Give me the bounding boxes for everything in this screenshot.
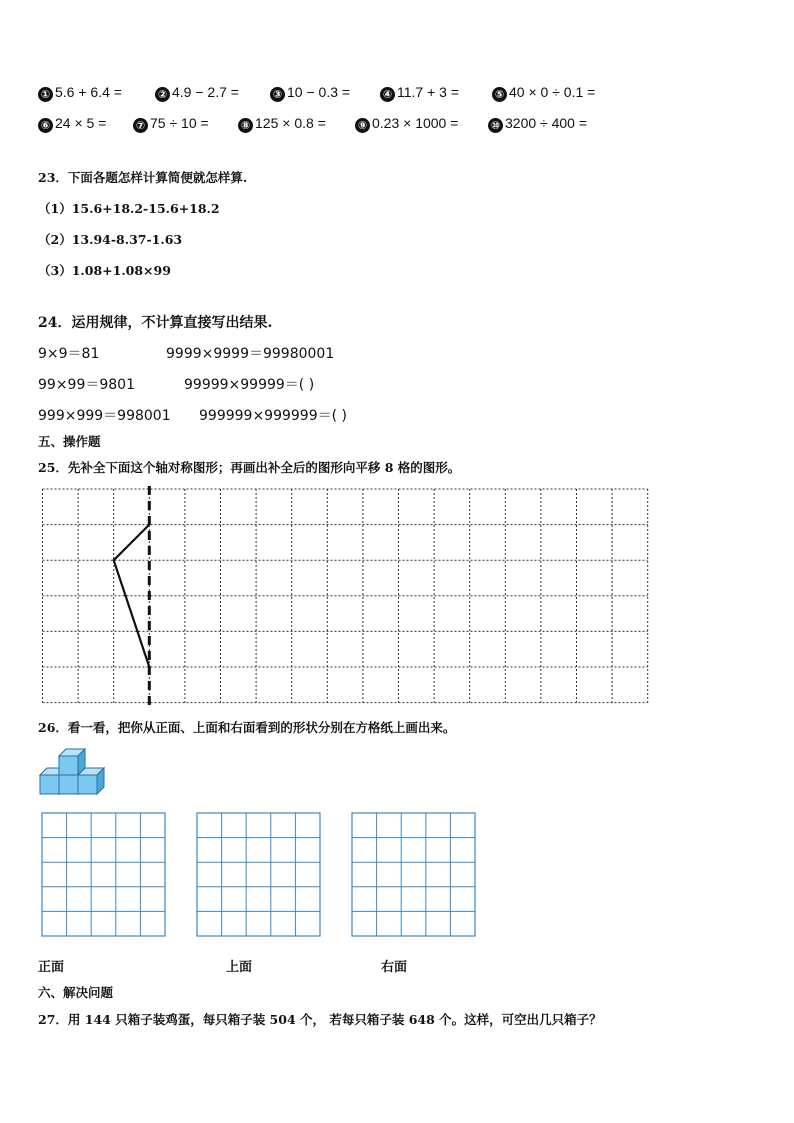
- pattern-left: 99×99＝9801: [38, 377, 135, 393]
- calc-expression: 0.23 × 1000 =: [372, 115, 459, 131]
- pattern-right: 9999×9999＝99980001: [166, 346, 335, 362]
- cube-front-face: [40, 775, 59, 794]
- cube-front-face: [59, 756, 78, 775]
- circled-number: ⑧: [238, 118, 253, 133]
- calc-expression: 40 × 0 ÷ 0.1 =: [509, 84, 596, 100]
- cube-front-face: [78, 775, 97, 794]
- question-23-item: （1）15.6+18.2-15.6+18.2: [38, 201, 220, 216]
- grid-border: [352, 813, 475, 936]
- label-front: 正面: [38, 960, 65, 975]
- cube-stack: [38, 748, 110, 798]
- label-right: 右面: [381, 960, 408, 975]
- question-25-title: 25．先补全下面这个轴对称图形；再画出补全后的图形向平移 8 格的图形。: [38, 460, 461, 475]
- circled-number: ⑩: [488, 118, 503, 133]
- q25-grid-figure: [40, 486, 650, 706]
- calc-expression: 24 × 5 =: [55, 115, 107, 131]
- view-grid-top: [196, 812, 324, 940]
- question-27-title: 27．用 144 只箱子装鸡蛋，每只箱子装 504 个， 若每只箱子装 648 个。这样，可空出几只箱子？: [38, 1012, 602, 1027]
- calc-item: [492, 84, 595, 102]
- question-23-item: （2）13.94-8.37-1.63: [38, 232, 183, 247]
- calc-expression: 125 × 0.8 =: [255, 115, 326, 131]
- circled-number: ①: [38, 87, 53, 102]
- grid-border: [197, 813, 320, 936]
- question-23-item: （3）1.08+1.08×99: [38, 263, 171, 278]
- circled-number: ⑦: [133, 118, 148, 133]
- dashed-grid: [43, 489, 648, 703]
- calc-item: [355, 115, 458, 133]
- calc-item: [38, 115, 106, 133]
- circled-number: ⑥: [38, 118, 53, 133]
- circled-number: ④: [380, 87, 395, 102]
- view-grid-front: [41, 812, 169, 940]
- calc-item: [238, 115, 326, 133]
- calc-item: [488, 115, 587, 133]
- calc-item: [155, 84, 239, 102]
- section-5-heading: 五、操作题: [38, 434, 101, 449]
- grid-border: [42, 813, 165, 936]
- circled-number: ⑤: [492, 87, 507, 102]
- label-top: 上面: [226, 960, 253, 975]
- view-grid-right: [351, 812, 479, 940]
- calc-expression: 3200 ÷ 400 =: [505, 115, 588, 131]
- calc-item: [380, 84, 459, 102]
- section-6-heading: 六、解决问题: [38, 985, 114, 1000]
- circled-number: ②: [155, 87, 170, 102]
- calc-item: [270, 84, 350, 102]
- question-24-title: 24．运用规律，不计算直接写出结果.: [38, 315, 273, 331]
- question-23-title: 23．下面各题怎样计算简便就怎样算.: [38, 170, 248, 185]
- calc-expression: 11.7 + 3 =: [397, 84, 460, 100]
- question-26-title: 26．看一看，把你从正面、上面和右面看到的形状分别在方格纸上画出来。: [38, 720, 456, 735]
- circled-number: ③: [270, 87, 285, 102]
- pattern-left: 999×999＝998001: [38, 408, 171, 424]
- calc-item: [38, 84, 122, 102]
- cube-front-face: [59, 775, 78, 794]
- circled-number: ⑨: [355, 118, 370, 133]
- calc-expression: 5.6 + 6.4 =: [55, 84, 122, 100]
- calc-expression: 4.9 − 2.7 =: [172, 84, 239, 100]
- calc-expression: 75 ÷ 10 =: [150, 115, 209, 131]
- pattern-right: 99999×99999＝( ): [184, 377, 315, 393]
- calc-item: [133, 115, 209, 133]
- pattern-right: 999999×999999＝( ): [199, 408, 347, 424]
- calc-expression: 10 − 0.3 =: [287, 84, 351, 100]
- pattern-left: 9×9＝81: [38, 346, 100, 362]
